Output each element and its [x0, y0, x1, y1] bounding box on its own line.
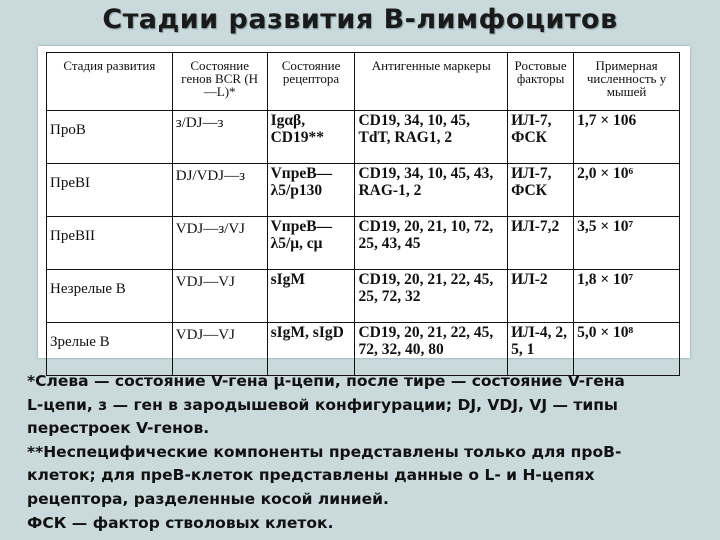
factors-cell: ИЛ-2	[508, 270, 574, 323]
markers-cell: CD19, 34, 10, 45, 43, RAG-1, 2	[355, 164, 508, 217]
footnote-line: рецептора, разделенные косой линией.	[27, 489, 389, 508]
footnote-line: ФСК — фактор стволовых клеток.	[27, 513, 334, 532]
markers-cell: CD19, 20, 21, 10, 72, 25, 43, 45	[355, 217, 508, 270]
count-cell: 3,5 × 10⁷	[574, 217, 680, 270]
table-row	[47, 270, 680, 323]
column-header: Антигенные маркеры	[355, 53, 508, 111]
column-header: Состояние рецептора	[267, 53, 355, 111]
receptor-cell: sIgM, sIgD	[267, 323, 355, 376]
receptor-cell: sIgM	[267, 270, 355, 323]
stage-cell: Незрелые B	[47, 270, 173, 323]
factors-cell: ИЛ-4, 2, 5, 1	[508, 323, 574, 376]
table-header-row	[47, 53, 680, 111]
development-stages-table	[46, 52, 680, 376]
markers-cell: CD19, 34, 10, 45, TdT, RAG1, 2	[355, 111, 508, 164]
footnotes	[27, 370, 707, 535]
footnote-line: клеток; для преB-клеток представлены данные о L- и H-цепях	[27, 466, 595, 485]
genes-cell: DJ/VDJ—з	[172, 164, 267, 217]
genes-cell: VDJ—VJ	[172, 270, 267, 323]
column-header: Примерная численность у мышей	[574, 53, 680, 111]
column-header: Состояние генов BCR (H—L)*	[172, 53, 267, 111]
table-row	[47, 111, 680, 164]
stage-cell: ПроB	[47, 111, 173, 164]
factors-cell: ИЛ-7, ФСК	[508, 164, 574, 217]
stage-cell: ПреBI	[47, 164, 173, 217]
table-row	[47, 323, 680, 376]
scanned-table-image	[38, 46, 690, 358]
count-cell: 1,7 × 106	[574, 111, 680, 164]
genes-cell: VDJ—з/VJ	[172, 217, 267, 270]
factors-cell: ИЛ-7,2	[508, 217, 574, 270]
stage-cell: Зрелые B	[47, 323, 173, 376]
markers-cell: CD19, 20, 21, 22, 45, 72, 32, 40, 80	[355, 323, 508, 376]
genes-cell: з/DJ—з	[172, 111, 267, 164]
receptor-cell: VпреB—λ5/p130	[267, 164, 355, 217]
count-cell: 5,0 × 10⁸	[574, 323, 680, 376]
factors-cell: ИЛ-7, ФСК	[508, 111, 574, 164]
receptor-cell: Igαβ, CD19**	[267, 111, 355, 164]
column-header: Ростовые факторы	[508, 53, 574, 111]
count-cell: 2,0 × 10⁶	[574, 164, 680, 217]
table-row	[47, 217, 680, 270]
footnote-line: **Неспецифические компоненты представлены только для проB-	[27, 442, 622, 461]
table-row	[47, 164, 680, 217]
footnote-line: перестроек V-генов.	[27, 419, 210, 438]
column-header: Стадия развития	[47, 53, 173, 111]
markers-cell: CD19, 20, 21, 22, 45, 25, 72, 32	[355, 270, 508, 323]
stage-cell: ПреBII	[47, 217, 173, 270]
genes-cell: VDJ—VJ	[172, 323, 267, 376]
slide-title: Стадии развития B-лимфоцитов	[102, 4, 618, 35]
count-cell: 1,8 × 10⁷	[574, 270, 680, 323]
receptor-cell: VпреB—λ5/μ, cμ	[267, 217, 355, 270]
footnote-line: *Слева — состояние V-гена μ-цепи, после тире — состояние V-гена	[27, 372, 625, 390]
footnote-line: L-цепи, з — ген в зародышевой конфигурации; DJ, VDJ, VJ — типы	[27, 395, 618, 414]
